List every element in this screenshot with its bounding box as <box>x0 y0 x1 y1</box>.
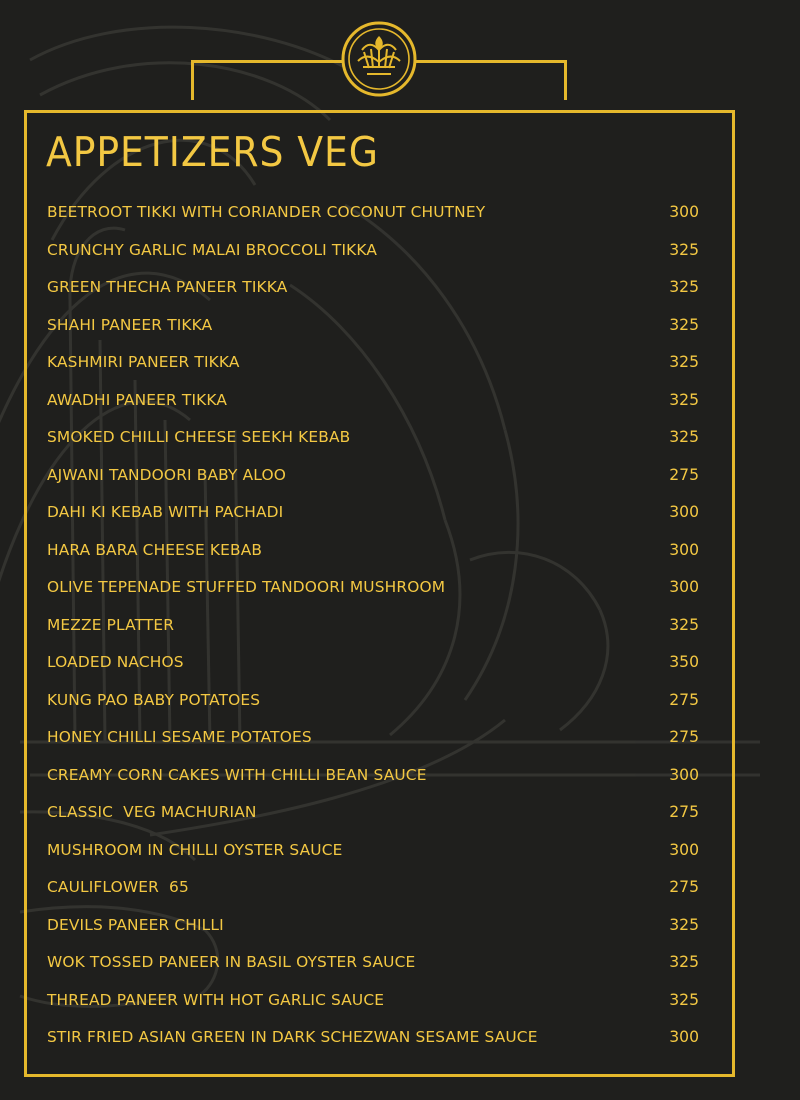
item-price: 325 <box>669 990 699 1009</box>
item-name: THREAD PANEER WITH HOT GARLIC SAUCE <box>47 990 385 1009</box>
item-price: 275 <box>669 728 699 746</box>
menu-item <box>47 650 699 688</box>
menu-item <box>47 575 699 613</box>
menu-item <box>47 500 699 538</box>
item-name: DEVILS PANEER CHILLI <box>47 915 224 934</box>
menu-item <box>47 838 699 876</box>
item-name: SMOKED CHILLI CHEESE SEEKH KEBAB <box>47 428 351 446</box>
item-price: 325 <box>669 615 699 634</box>
item-price: 325 <box>669 915 699 934</box>
item-name: DAHI KI KEBAB WITH PACHADI <box>47 503 284 521</box>
item-name: MEZZE PLATTER <box>47 615 175 634</box>
menu-item <box>47 463 699 501</box>
item-name: SHAHI PANEER TIKKA <box>47 315 213 334</box>
menu-item <box>47 350 699 388</box>
crown-lotus-emblem-icon <box>340 20 418 98</box>
menu-item <box>47 913 699 951</box>
item-price: 325 <box>669 390 699 409</box>
item-price: 275 <box>669 878 699 896</box>
item-name: KUNG PAO BABY POTATOES <box>47 690 261 709</box>
menu-item <box>47 725 699 763</box>
menu-item <box>47 800 699 838</box>
menu-item <box>47 238 699 276</box>
item-name: AJWANI TANDOORI BABY ALOO <box>47 465 286 484</box>
item-price: 325 <box>669 240 699 259</box>
item-name: AWADHI PANEER TIKKA <box>47 390 228 409</box>
item-price: 300 <box>669 578 699 596</box>
item-price: 325 <box>669 953 699 971</box>
item-price: 325 <box>669 428 699 446</box>
item-name: WOK TOSSED PANEER IN BASIL OYSTER SAUCE <box>47 953 416 971</box>
item-name: BEETROOT TIKKI WITH CORIANDER COCONUT CHUTNEY <box>47 203 486 221</box>
item-name: HONEY CHILLI SESAME POTATOES <box>47 728 312 746</box>
item-price: 325 <box>669 278 699 296</box>
item-name: OLIVE TEPENADE STUFFED TANDOORI MUSHROOM <box>47 578 446 596</box>
item-name: MUSHROOM IN CHILLI OYSTER SAUCE <box>47 840 343 859</box>
item-price: 325 <box>669 353 699 371</box>
item-price: 300 <box>669 765 699 784</box>
menu-item <box>47 763 699 801</box>
menu-item <box>47 425 699 463</box>
item-name: CLASSIC VEG MACHURIAN <box>47 803 257 821</box>
item-price: 300 <box>669 1028 699 1046</box>
menu-item <box>47 313 699 351</box>
item-name: CAULIFLOWER 65 <box>47 878 189 896</box>
item-name: LOADED NACHOS <box>47 653 184 671</box>
item-price: 300 <box>669 840 699 859</box>
item-price: 275 <box>669 803 699 821</box>
menu-item <box>47 988 699 1026</box>
menu-item <box>47 538 699 576</box>
item-name: GREEN THECHA PANEER TIKKA <box>47 278 288 296</box>
menu-item <box>47 613 699 651</box>
item-name: STIR FRIED ASIAN GREEN IN DARK SCHEZWAN SESAME SAUCE <box>47 1028 538 1046</box>
item-price: 275 <box>669 690 699 709</box>
appetizers-menu-list <box>47 200 699 1063</box>
menu-item <box>47 688 699 726</box>
item-price: 300 <box>669 503 699 521</box>
item-name: CREAMY CORN CAKES WITH CHILLI BEAN SAUCE <box>47 765 427 784</box>
menu-item <box>47 950 699 988</box>
item-name: CRUNCHY GARLIC MALAI BROCCOLI TIKKA <box>47 240 378 259</box>
item-price: 300 <box>669 540 699 559</box>
item-name: KASHMIRI PANEER TIKKA <box>47 353 240 371</box>
item-price: 275 <box>669 465 699 484</box>
item-name: HARA BARA CHEESE KEBAB <box>47 540 263 559</box>
menu-item <box>47 200 699 238</box>
item-price: 350 <box>669 653 699 671</box>
menu-item <box>47 275 699 313</box>
menu-item <box>47 875 699 913</box>
item-price: 325 <box>669 315 699 334</box>
item-price: 300 <box>669 203 699 221</box>
menu-item <box>47 1025 699 1063</box>
menu-item <box>47 388 699 426</box>
menu-title: APPETIZERS VEG <box>46 128 379 176</box>
